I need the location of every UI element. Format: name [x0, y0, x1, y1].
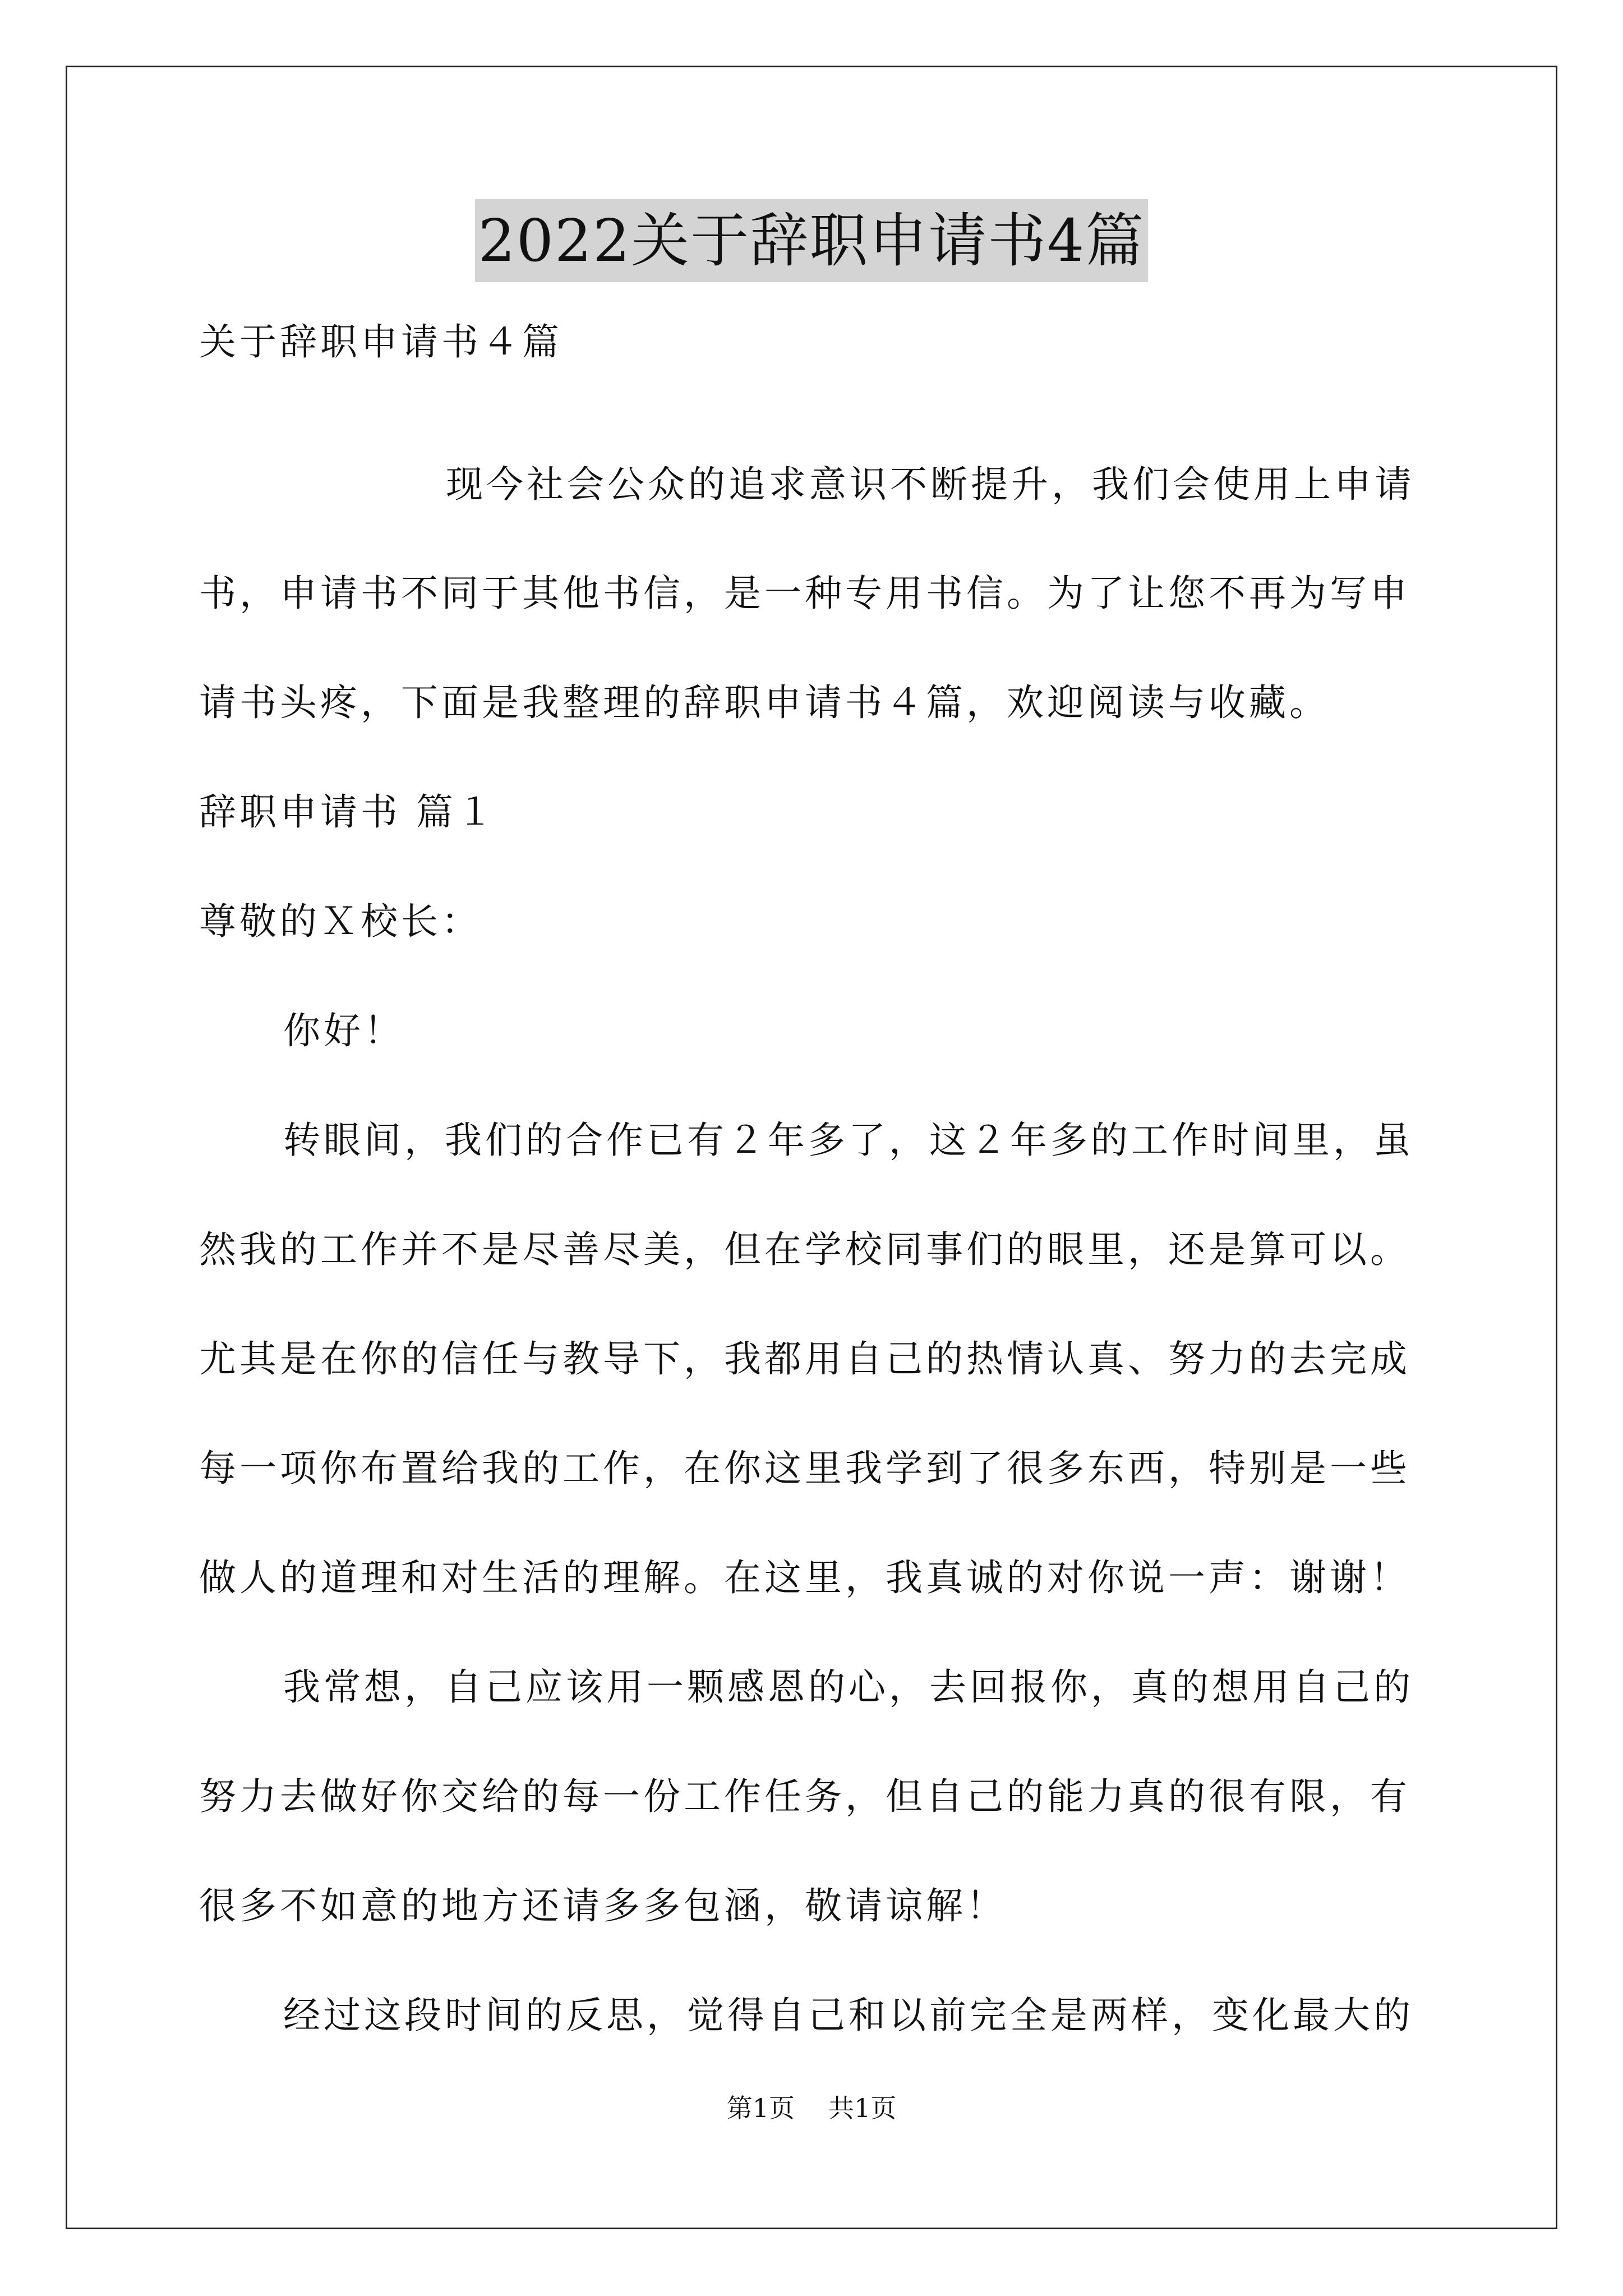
paragraph-line: 我常想，自己应该用一颗感恩的心，去回报你，真的想用自己的: [283, 1665, 1414, 1709]
paragraph-line: 努力去做好你交给的每一份工作任务，但自己的能力真的很有限，有: [199, 1775, 1410, 1818]
title-container: [0, 199, 1623, 282]
page-total: 共1页: [828, 2093, 897, 2123]
paragraph-line: 很多不如意的地方还请多多包涵，敬请谅解！: [199, 1884, 1007, 1927]
section-heading: 辞职申请书 篇１: [199, 790, 497, 834]
greeting: 你好！: [283, 1009, 404, 1052]
intro-line: 现今社会公众的追求意识不断提升，我们会使用上申请: [446, 463, 1415, 506]
document-title: 2022关于辞职申请书4篇: [475, 199, 1149, 282]
paragraph-line: 做人的道理和对生活的理解。在这里，我真诚的对你说一声：谢谢！: [199, 1556, 1410, 1599]
page-footer: [0, 2091, 1623, 2125]
intro-line: 请书头疼，下面是我整理的辞职申请书４篇，欢迎阅读与收藏。: [199, 681, 1330, 724]
paragraph-line: 尤其是在你的信任与教导下，我都用自己的热情认真、努力的去完成: [199, 1337, 1410, 1381]
paragraph-line: 经过这段时间的反思，觉得自己和以前完全是两样，变化最大的: [283, 1994, 1414, 2037]
document-subtitle: 关于辞职申请书４篇: [199, 320, 562, 364]
salutation: 尊敬的Ｘ校长：: [199, 900, 482, 943]
paragraph-line: 转眼间，我们的合作已有２年多了，这２年多的工作时间里，虽: [283, 1119, 1414, 1162]
intro-line: 书，申请书不同于其他书信，是一种专用书信。为了让您不再为写申: [199, 572, 1410, 615]
paragraph-line: 每一项你布置给我的工作，在你这里我学到了很多东西，特别是一些: [199, 1447, 1410, 1490]
page-number: 第1页: [726, 2093, 795, 2123]
paragraph-line: 然我的工作并不是尽善尽美，但在学校同事们的眼里，还是算可以。: [199, 1228, 1410, 1271]
